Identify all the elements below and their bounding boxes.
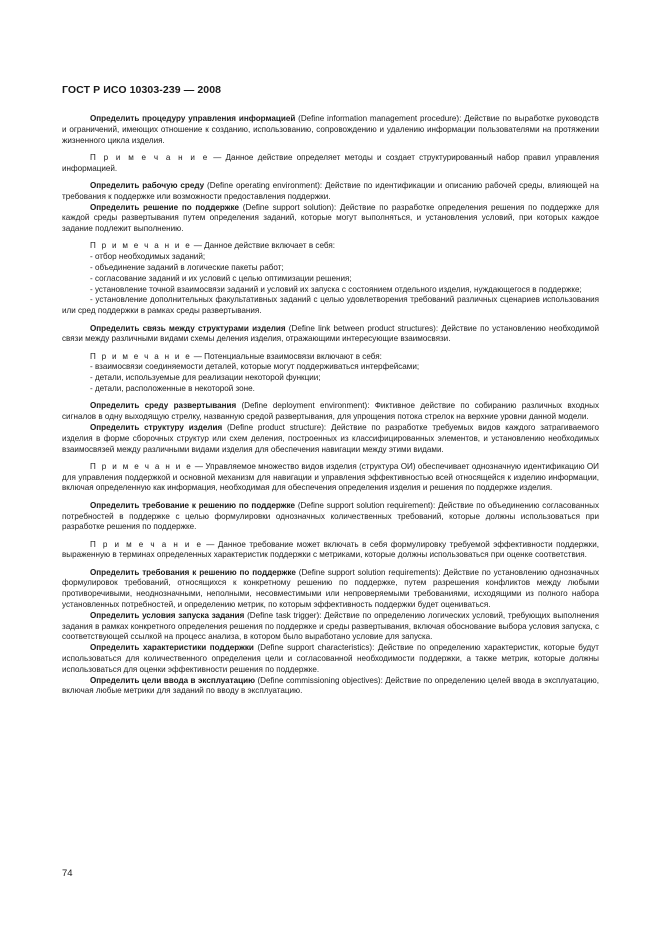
definition-text: (Define product structure): Действие по разработке требуемых видов каждого затрагиваемого изделия в форме сборочных структур или схем деления, построенных из классифицированных элементов, и установлению необходимых взаимосвязей между различными видами изделия для обеспечения навигации между этими видами. (62, 422, 599, 454)
note-paragraph (62, 462, 599, 494)
term: Определить связь между структурами изделия (90, 323, 286, 333)
note-text: — Данное требование может включать в себя формулировку требуемой эффективности поддержки, выраженную в терминах определенных характеристик поддержки с метриками, которые должны использоваться при оценке соответствия. (62, 539, 599, 560)
definition-paragraph (62, 501, 599, 533)
definition-paragraph (62, 676, 599, 698)
definition-paragraph (62, 114, 599, 146)
definition-paragraph (62, 324, 599, 346)
term: Определить решение по поддержке (90, 202, 240, 212)
note-label: П р и м е ч а н и е (90, 461, 193, 471)
list-item: - установление дополнительных факультативных заданий с целью удовлетворения требований различных сценариев использования или сред поддержки в рамках среды развертывания. (62, 295, 599, 316)
note-paragraph (62, 241, 599, 252)
term: Определить требование к решению по поддержке (90, 500, 296, 510)
document-body (62, 114, 599, 697)
term: Определить требования к решению по поддержке (90, 567, 296, 577)
definition-paragraph (62, 568, 599, 611)
page-number: 74 (62, 868, 73, 879)
document-header: ГОСТ Р ИСО 10303-239 — 2008 (62, 84, 222, 96)
note-text: — Данное действие определяет методы и создает структурированный набор правил управления информацией. (62, 152, 599, 173)
list-item: - взаимосвязи соединяемости деталей, которые могут поддерживаться интерфейсами; (90, 362, 420, 372)
definition-paragraph (62, 203, 599, 235)
definition-text: (Define support solution requirements): Действие по установлению однозначных формулировок требований, относящихся к конкретному решению по поддержке, путем разрешения конфликтов между любыми противоречивыми, неоднозначными, неполными, несовместимыми или непроверяемыми требованиями, исходящими из полного набора установленных потребностей, и определению метрик, по которым эффективность поддержки будет оцениваться. (62, 567, 599, 610)
note-text: — Данное действие включает в себя: (191, 241, 335, 251)
definition-paragraph (62, 401, 599, 423)
term: Определить структуру изделия (90, 422, 223, 432)
term: Определить цели ввода в эксплуатацию (90, 675, 256, 685)
definition-text: (Define support solution): Действие по разработке определения решения по поддержке для каждой среды развертывания путем определения заданий, которые могут выполняться, и установления условий, при которых каждое задание подлежит выполнению. (62, 202, 600, 234)
term: Определить среду развертывания (90, 401, 237, 411)
definition-text: (Define support solution requirement): Действие по объединению согласованных потребностей в поддержке с целью формулировки однозначных количественных требований, которые должны использоваться при разработке решения по поддержке. (62, 500, 599, 532)
note-text: — Потенциальные взаимосвязи включают в себя: (191, 351, 382, 361)
term: Определить характеристики поддержки (90, 643, 254, 653)
definition-paragraph (62, 181, 599, 203)
definition-paragraph (62, 643, 599, 675)
definition-text: (Define commissioning objectives): Действие по определению целей ввода в эксплуатацию, включая любые метрики для заданий по вводу в эксплуатацию. (62, 675, 599, 696)
list-item: - объединение заданий в логические пакеты работ; (90, 263, 284, 273)
list-item: - детали, используемые для реализации некоторой функции; (90, 373, 321, 383)
definition-text: (Define link between product structures): Действие по установлению необходимой связи между различными видами схемы деления изделия, отражающими интересующие взаимосвязи. (62, 323, 599, 344)
list-item: - отбор необходимых заданий; (90, 252, 206, 262)
term: Определить рабочую среду (90, 180, 205, 190)
definition-text: (Define information management procedure): Действие по выработке руководств и ограничений, имеющих отношение к созданию, использованию, сопровождению и удалению информации пользователями на протяжении жизненного цикла изделия. (62, 114, 599, 145)
note-label: П р и м е ч а н и е (90, 351, 192, 361)
term: Определить процедуру управления информацией (90, 114, 296, 123)
note-paragraph (62, 540, 599, 562)
list-item: - детали, расположенные в некоторой зоне. (90, 384, 255, 394)
definition-paragraph (62, 611, 599, 643)
note-paragraph (62, 352, 599, 363)
definition-text: (Define operating environment): Действие по идентификации и описанию рабочей среды, влияющей на требования к поддержке или возможности предоставления поддержки. (62, 180, 599, 201)
note-label: П р и м е ч а н и е (90, 152, 210, 162)
list-item: - согласование заданий и их условий с целью оптимизации решения; (90, 273, 352, 283)
definition-paragraph (62, 423, 599, 455)
definition-text: (Define support characteristics): Действие по определению характеристик, которые будут использоваться для количественного определения цели и согласованной необходимости поддержки, а также метрик, которые должны использоваться для оценки эффективности решения по поддержке. (62, 643, 600, 674)
note-text: — Управляемое множество видов изделия (структура ОИ) обеспечивает однозначную идентификацию ОИ для управления поддержкой и основной механизм для навигации и управления эффективностью всей относящейся к изделию информации, включая определенную как информация, необходимая для обеспечения определения изделия и решения по поддержке изделия. (62, 461, 599, 493)
definition-text: (Define task trigger): Действие по определению логических условий, требующих выполнения задания в рамках конкретного определения решения по поддержке и среды развертывания, включая обоснование выбора условия запуска, с соответствующей ссылкой на процесс анализа, в котором было выработано условие для запуска. (62, 610, 599, 642)
note-paragraph (62, 153, 599, 175)
definition-text: (Define deployment environment): Фиктивное действие по собиранию различных входных сигналов в одну выходящую стрелку, названную средой развертывания, для упрощения потока стрелок на верхние уровни данной модели. (62, 401, 599, 422)
term: Определить условия запуска задания (90, 610, 245, 620)
note-label: П р и м е ч а н и е (90, 241, 192, 251)
note-label: П р и м е ч а н и е (90, 539, 203, 549)
list-item: - установление точной взаимосвязи заданий и условий их запуска с состоянием отдельного изделия, нуждающегося в поддержке; (90, 284, 582, 294)
